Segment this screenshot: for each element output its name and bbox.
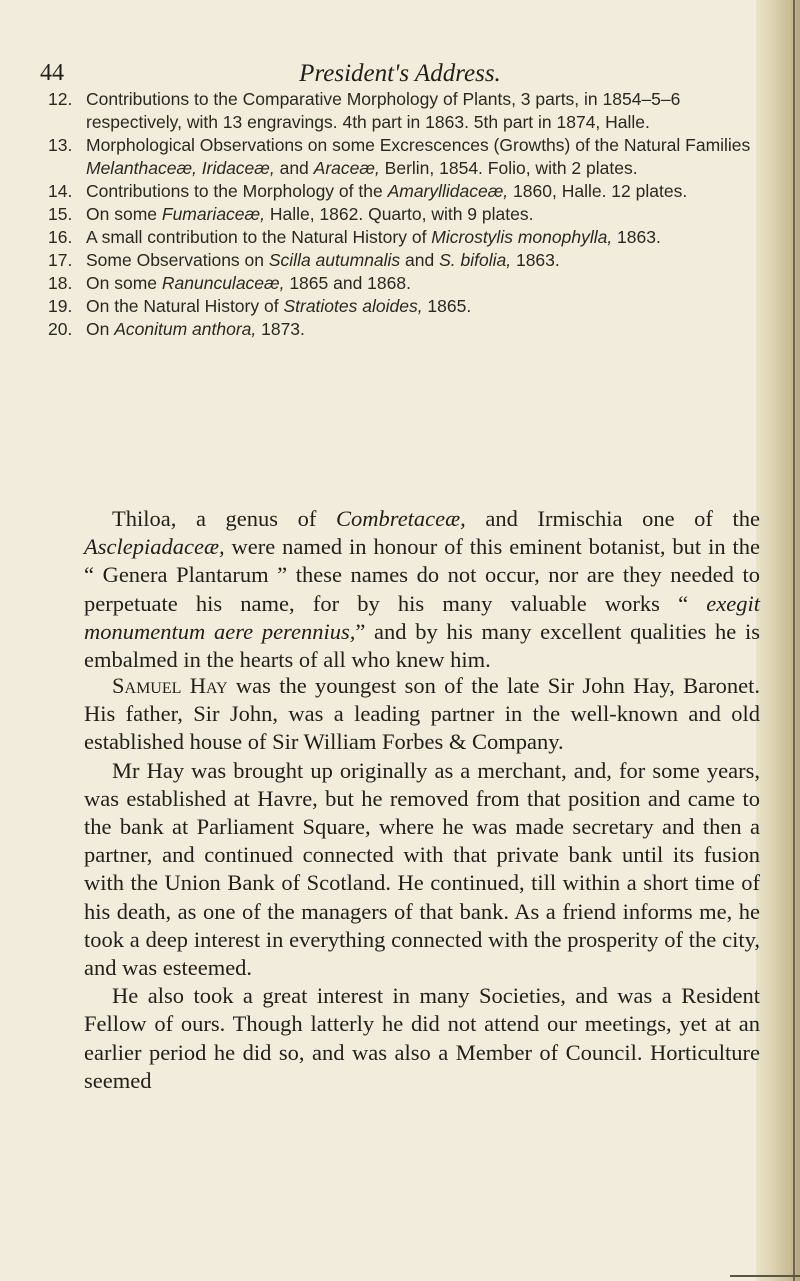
list-item: 20. On Aconitum anthora, 1873. <box>48 319 305 339</box>
page-edge <box>756 0 800 1281</box>
paragraph-thiloa: Thiloa, a genus of Combretaceæ, and Irmischia one of the Asclepiadaceæ, were named in honour of this eminent botanist, but in the “ Genera Plantarum ” these names do not occur, nor are they needed to perpetuate his name, for by his many valuable works “ exegit monumentum aere perennius,” and by his many excellent qualities he is embalmed in the hearts of all who knew him. <box>84 506 760 673</box>
list-item: 13. Morphological Observations on some Excrescences (Growths) of the Natural Families Melanthaceæ, Iridaceæ, and Araceæ, Berlin, 1854. Folio, with 2 plates. <box>48 135 751 178</box>
list-item: 12. Contributions to the Comparative Morphology of Plants, 3 parts, in 1854–5–6 respectively, with 13 engravings. 4th part in 1863. 5th part in 1874, Halle. <box>48 89 681 132</box>
paragraph-societies: He also took a great interest in many Societies, and was a Resident Fellow of ours. Though latterly he did not attend our meetings, yet at an earlier period he did so, and was also a Member of Council. Horticulture seemed <box>84 983 760 1093</box>
page-title: President's Address. <box>299 60 501 87</box>
list-item: 16. A small contribution to the Natural History of Microstylis monophylla, 1863. <box>48 227 661 247</box>
obituary-samuel-hay <box>84 672 760 1095</box>
list-item: 15. On some Fumariaceæ, Halle, 1862. Quarto, with 9 plates. <box>48 204 534 224</box>
list-item: 17. Some Observations on Scilla autumnalis and S. bifolia, 1863. <box>48 250 560 270</box>
page-number: 44 <box>40 60 64 86</box>
works-list <box>48 88 760 341</box>
list-item: 14. Contributions to the Morphology of the Amaryllidaceæ, 1860, Halle. 12 plates. <box>48 181 688 201</box>
person-name: Samuel Hay <box>112 673 228 698</box>
page-border-line <box>730 1275 800 1277</box>
paragraph-intro: Samuel Hay was the youngest son of the late Sir John Hay, Baronet. His father, Sir John, was a leading partner in the well-known and old established house of Sir William Forbes & Company. <box>84 673 760 755</box>
paragraph-career: Mr Hay was brought up originally as a merchant, and, for some years, was established at Havre, but he removed from that position and came to the bank at Parliament Square, where he was made secretary and then a partner, and continued connected with that private bank until its fusion with the Union Bank of Scotland. He continued, till within a short time of his death, as one of the managers of that bank. As a friend informs me, he took a deep interest in everything connected with the prosperity of the city, and was esteemed. <box>84 757 760 981</box>
list-item: 18. On some Ranunculaceæ, 1865 and 1868. <box>48 273 411 293</box>
list-item: 19. On the Natural History of Stratiotes aloides, 1865. <box>48 296 472 316</box>
